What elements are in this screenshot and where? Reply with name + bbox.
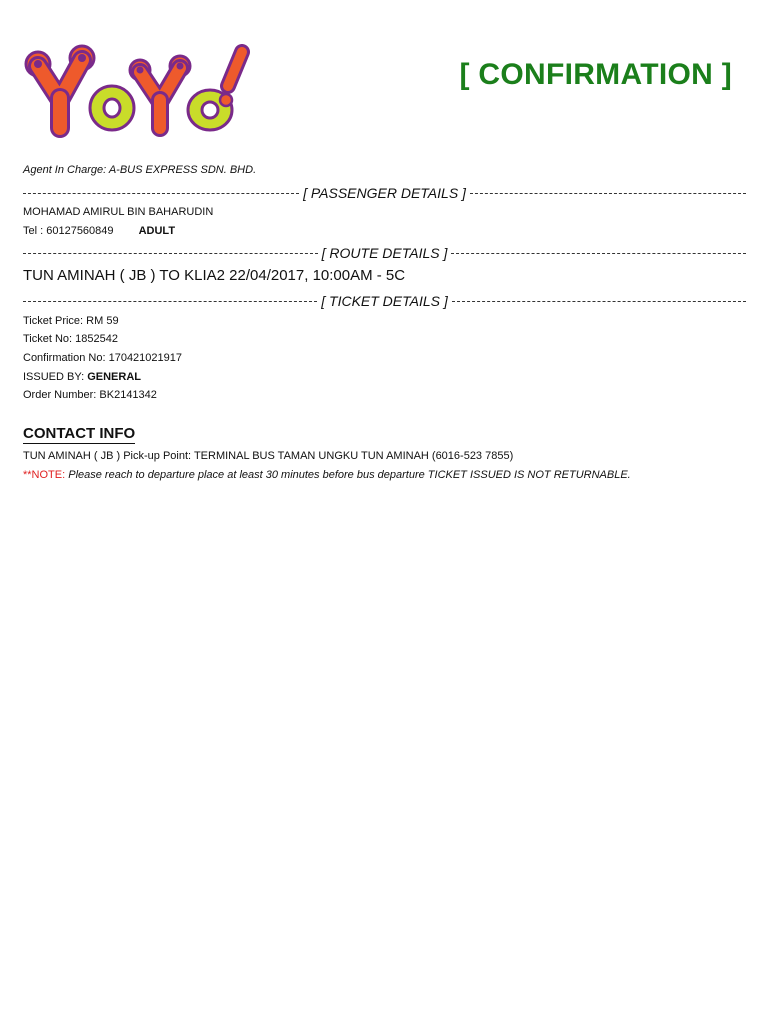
order-number: Order Number: BK2141342 — [23, 389, 157, 401]
issued-by-value: GENERAL — [87, 371, 141, 383]
page-title: [ CONFIRMATION ] — [459, 58, 732, 91]
passenger-contact-row — [23, 225, 175, 237]
passenger-type: ADULT — [138, 225, 176, 237]
ticket-price: Ticket Price: RM 59 — [23, 315, 119, 327]
note-label: **NOTE: — [23, 469, 69, 481]
note-row — [23, 469, 631, 481]
route-summary: TUN AMINAH ( JB ) TO KLIA2 22/04/2017, 10:00AM - 5C — [23, 267, 406, 284]
contact-info-heading: CONTACT INFO — [23, 425, 136, 442]
route-details-heading: [ ROUTE DETAILS ] — [321, 245, 448, 261]
divider-line-right — [470, 193, 746, 194]
route-details-divider — [23, 244, 746, 262]
pickup-point: TUN AMINAH ( JB ) Pick-up Point: TERMINAL BUS TAMAN UNGKU TUN AMINAH (6016-523 7855) — [23, 450, 514, 462]
passenger-details-divider — [23, 184, 746, 202]
issued-by-label: ISSUED BY: — [23, 371, 88, 383]
ticket-details-heading: [ TICKET DETAILS ] — [321, 293, 448, 309]
logo-letter-o1 — [90, 86, 134, 130]
divider-line-left — [23, 193, 299, 194]
divider-line-right — [452, 301, 746, 302]
divider-line-left — [23, 253, 318, 254]
note-text: Please reach to departure place at least 30 minutes before bus departure TICKET ISSUED IS NOT RETURNABLE. — [68, 469, 631, 481]
logo-exclamation — [220, 52, 242, 106]
issued-by-row — [23, 371, 141, 383]
passenger-details-heading: [ PASSENGER DETAILS ] — [303, 185, 466, 201]
passenger-tel: Tel : 60127560849 — [23, 225, 114, 237]
confirmation-number: Confirmation No: 170421021917 — [23, 352, 183, 364]
agent-in-charge: Agent In Charge: A-BUS EXPRESS SDN. BHD. — [23, 164, 257, 176]
ticket-number: Ticket No: 1852542 — [23, 333, 118, 345]
yoyo-logo — [20, 44, 260, 140]
divider-line-left — [23, 301, 317, 302]
divider-line-right — [451, 253, 746, 254]
logo-letter-y2 — [130, 56, 190, 128]
ticket-details-divider — [23, 292, 746, 310]
logo-letter-y1 — [26, 46, 94, 128]
passenger-name: MOHAMAD AMIRUL BIN BAHARUDIN — [23, 206, 214, 218]
